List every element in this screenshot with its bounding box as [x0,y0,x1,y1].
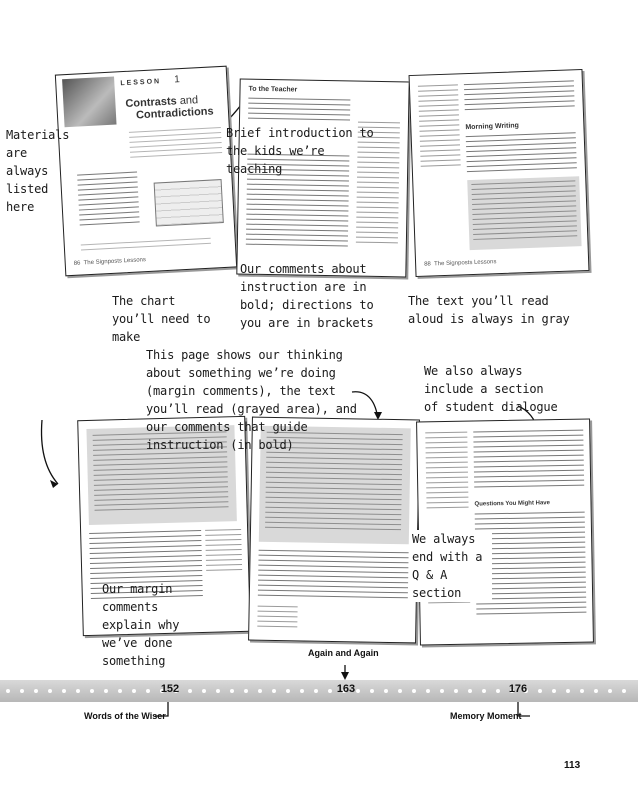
arrow-left-side [42,420,58,484]
timeline-dot [146,689,150,693]
margin-comment [418,84,461,170]
lesson-title-line1: Contrasts [125,95,178,110]
timeline-dot [440,689,444,693]
annotation-brief-intro: Brief introduction to the kids we’re teaching [226,126,374,176]
arrowhead [50,480,58,488]
student-dialogue [473,430,584,492]
page-number: 86 [73,260,81,267]
timeline-top-label: Again and Again [308,648,379,658]
timeline-dot [538,689,542,693]
materials-list [77,171,140,229]
timeline-dots [0,680,638,702]
page-heading: To the Teacher [248,85,298,94]
timeline-dot [286,689,290,693]
margin-comment [257,606,297,632]
timeline-dot [132,689,136,693]
margin-comment [425,432,468,513]
timeline-dot [230,689,234,693]
intro-text [129,127,222,162]
timeline-dot [118,689,122,693]
timeline-dot [384,689,388,693]
page-footer [74,257,147,267]
timeline-dot [216,689,220,693]
section-heading: Morning Writing [465,122,520,132]
timeline-dot [244,689,248,693]
timeline-dot [188,689,192,693]
timeline-dot [6,689,10,693]
timeline-dot [370,689,374,693]
page-number: 113 [564,760,581,771]
read-aloud-text [467,176,581,250]
timeline-dot [76,689,80,693]
arrowhead [341,672,349,680]
footer-text [81,238,211,255]
margin-comment [205,529,242,575]
timeline-dot [20,689,24,693]
timeline-dot [34,689,38,693]
timeline-dot [314,689,318,693]
timeline-dot [202,689,206,693]
timeline-caption-memory-moment: Memory Moment [450,711,522,721]
timeline-dot [566,689,570,693]
timeline-dot [258,689,262,693]
footer-label: The Signposts Lessons [433,259,497,268]
timeline-dot [426,689,430,693]
timeline-dot [594,689,598,693]
timeline-dot [412,689,416,693]
timeline-dot [398,689,402,693]
annotation-this-page: This page shows our thinking about something we’re doing (margin comments), the text you’ll read (grayed area), and our comments that guide instruction (in bold) [146,348,357,452]
timeline-caption-words-of-wiser: Words of the Wiser [84,711,166,721]
timeline-dot [300,689,304,693]
timeline-dot [580,689,584,693]
page-number: 88 [424,261,431,268]
chart-thumbnail [154,179,224,226]
intro-paragraph [248,98,350,125]
lesson-number: 1 [173,74,181,86]
timeline-dot [90,689,94,693]
page-thumbnail-intro [236,79,409,278]
timeline-dot [608,689,612,693]
timeline-dot [272,689,276,693]
timeline-marker-152: 152 [160,683,180,695]
timeline-dot [468,689,472,693]
timeline-dot [62,689,66,693]
body-text [466,132,577,176]
body-text [464,80,575,114]
lesson-title-and: and [179,94,199,108]
timeline-bar [0,680,638,702]
footer-label: The Signposts Lessons [83,257,147,267]
timeline-marker-163: 163 [336,683,356,695]
timeline-dot [48,689,52,693]
timeline-dot [496,689,500,693]
timeline-dot [552,689,556,693]
annotation-text-gray: The text you’ll read aloud is always in gray [408,294,570,326]
annotation-margin: Our margin comments explain why we’ve done something [102,582,180,668]
timeline-marker-176: 176 [508,683,528,695]
lesson-title-line2: Contradictions [135,105,214,122]
annotation-chart: The chart you’ll need to make [112,294,211,344]
body-text [258,550,409,603]
annotation-materials: Materials are always listed here [6,128,70,214]
annotation-qa: We always end with a Q & A section [412,530,492,602]
timeline-dot [104,689,108,693]
annotation-our-comments: Our comments about instruction are in bold; directions to you are in brackets [240,262,374,330]
lesson-label: LESSON [120,78,162,88]
page-footer [424,259,496,268]
page-thumbnail-lesson-opener [55,66,237,277]
photo-thumbnail [62,77,116,128]
timeline-dot [454,689,458,693]
qa-heading: Questions You Might Have [474,500,551,508]
annotation-dialogue: We also always include a section of student dialogue [424,364,558,414]
timeline-dot [482,689,486,693]
timeline-dot [622,689,626,693]
page-thumbnail-morning-writing [409,69,590,277]
